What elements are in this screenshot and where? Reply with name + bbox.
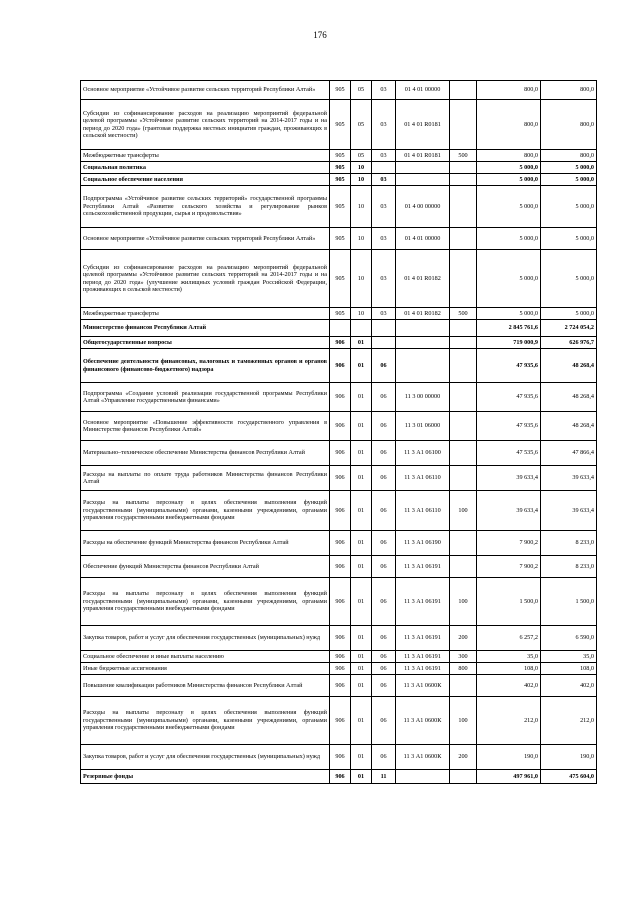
expense-type-cell [450,81,477,100]
row-name-cell: Основное мероприятие «Устойчивое развитие сельских территорий Республики Алтай» [81,228,330,250]
ministry-code-cell: 905 [330,308,351,320]
expense-type-cell [450,100,477,150]
section-code-cell: 01 [351,578,372,626]
amount-year2-cell: 2 724 054,2 [541,320,597,337]
target-article-cell [396,162,450,174]
expense-type-cell [450,349,477,383]
ministry-code-cell: 906 [330,531,351,556]
amount-year1-cell: 7 900,2 [477,556,541,578]
row-name-cell: Расходы на выплаты персоналу в целях обеспечения выполнения функций государственными (муниципальными) органами, казенными учреждениями, органами управления государственными внебюджетными фондами [81,578,330,626]
expense-type-cell: 100 [450,697,477,745]
target-article-cell: 01 4 01 R0181 [396,100,450,150]
ministry-code-cell: 905 [330,174,351,186]
subsection-code-cell: 06 [372,626,396,651]
ministry-code-cell: 906 [330,412,351,441]
table-row [81,441,597,466]
row-name-cell: Субсидии из софинансирование расходов на реализацию мероприятий федеральной целевой программы «Устойчивое развитие сельских территорий на 2014-2017 годы и на период до 2020 года» (улучшение жилищных условий граждан Российской Федерации, проживающих в сельской местности) [81,250,330,308]
ministry-code-cell: 905 [330,81,351,100]
row-name-cell: Расходы на выплаты персоналу в целях обеспечения выполнения функций государственными (муниципальными) органами, казенными учреждениями, органами управления государственными внебюджетными фондами [81,491,330,531]
row-name-cell: Межбюджетные трансферты [81,308,330,320]
section-code-cell: 01 [351,412,372,441]
subsection-code-cell: 03 [372,186,396,228]
amount-year2-cell: 108,0 [541,663,597,675]
subsection-code-cell: 03 [372,308,396,320]
table-row [81,626,597,651]
table-row [81,412,597,441]
section-code-cell: 01 [351,697,372,745]
row-name-cell: Социальная политика [81,162,330,174]
target-article-cell [396,770,450,784]
expense-type-cell: 500 [450,308,477,320]
ministry-code-cell: 906 [330,466,351,491]
amount-year2-cell: 6 590,0 [541,626,597,651]
expense-type-cell [450,531,477,556]
subsection-code-cell: 06 [372,675,396,697]
section-code-cell: 01 [351,651,372,663]
table-row [81,531,597,556]
row-name-cell: Материально–техническое обеспечение Министерства финансов Республики Алтай [81,441,330,466]
amount-year2-cell: 475 604,0 [541,770,597,784]
row-name-cell: Министерство финансов Республики Алтай [81,320,330,337]
row-name-cell: Закупка товаров, работ и услуг для обеспечения государственных (муниципальных) нужд [81,745,330,770]
subsection-code-cell: 03 [372,250,396,308]
ministry-code-cell: 905 [330,186,351,228]
section-code-cell: 01 [351,383,372,412]
section-code-cell: 01 [351,745,372,770]
amount-year2-cell: 800,0 [541,150,597,162]
table-row [81,745,597,770]
amount-year1-cell: 7 900,2 [477,531,541,556]
subsection-code-cell: 06 [372,651,396,663]
target-article-cell: 11 3 А1 06191 [396,556,450,578]
amount-year2-cell: 39 633,4 [541,466,597,491]
target-article-cell: 11 3 А1 06191 [396,651,450,663]
table-row [81,675,597,697]
expense-type-cell: 800 [450,663,477,675]
section-code-cell: 10 [351,174,372,186]
ministry-code-cell: 906 [330,491,351,531]
expense-type-cell [450,466,477,491]
expense-type-cell: 100 [450,578,477,626]
amount-year2-cell: 800,0 [541,81,597,100]
ministry-code-cell: 906 [330,663,351,675]
table-row [81,697,597,745]
subsection-code-cell: 06 [372,412,396,441]
subsection-code-cell: 03 [372,81,396,100]
amount-year1-cell: 5 000,0 [477,174,541,186]
ministry-code-cell: 906 [330,770,351,784]
subsection-code-cell: 06 [372,697,396,745]
amount-year2-cell: 35,0 [541,651,597,663]
section-code-cell: 01 [351,663,372,675]
expense-type-cell: 200 [450,745,477,770]
amount-year1-cell: 5 000,0 [477,250,541,308]
table-row [81,383,597,412]
page-number: 176 [313,30,327,40]
section-code-cell: 05 [351,100,372,150]
expense-type-cell: 100 [450,491,477,531]
subsection-code-cell: 06 [372,663,396,675]
expense-type-cell [450,337,477,349]
row-name-cell: Расходы на обеспечение функций Министерства финансов Республики Алтай [81,531,330,556]
ministry-code-cell: 906 [330,337,351,349]
amount-year1-cell: 39 633,4 [477,466,541,491]
row-name-cell: Повышение квалификации работников Министерства финансов Республики Алтай [81,675,330,697]
amount-year2-cell: 626 976,7 [541,337,597,349]
subsection-code-cell [372,320,396,337]
row-name-cell: Закупка товаров, работ и услуг для обеспечения государственных (муниципальных) нужд [81,626,330,651]
ministry-code-cell: 905 [330,100,351,150]
expense-type-cell [450,441,477,466]
expense-type-cell: 200 [450,626,477,651]
amount-year2-cell: 5 000,0 [541,308,597,320]
table-row [81,556,597,578]
amount-year1-cell: 2 845 761,6 [477,320,541,337]
row-name-cell: Межбюджетные трансферты [81,150,330,162]
ministry-code-cell: 905 [330,228,351,250]
amount-year2-cell: 5 000,0 [541,174,597,186]
subsection-code-cell: 03 [372,150,396,162]
section-code-cell: 01 [351,675,372,697]
subsection-code-cell: 06 [372,745,396,770]
subsection-code-cell [372,337,396,349]
section-code-cell: 10 [351,228,372,250]
table-row [81,651,597,663]
amount-year2-cell: 39 633,4 [541,491,597,531]
subsection-code-cell: 03 [372,174,396,186]
subsection-code-cell: 06 [372,466,396,491]
ministry-code-cell: 905 [330,250,351,308]
amount-year1-cell: 497 961,0 [477,770,541,784]
section-code-cell: 01 [351,531,372,556]
table-row [81,466,597,491]
section-code-cell: 10 [351,308,372,320]
amount-year1-cell: 800,0 [477,100,541,150]
amount-year2-cell: 1 500,0 [541,578,597,626]
section-code-cell: 01 [351,491,372,531]
target-article-cell: 11 3 00 00000 [396,383,450,412]
subsection-code-cell: 06 [372,383,396,412]
table-row [81,320,597,337]
amount-year2-cell: 5 000,0 [541,162,597,174]
target-article-cell: 11 3 А1 06110 [396,466,450,491]
table-row [81,770,597,784]
subsection-code-cell: 06 [372,349,396,383]
section-code-cell: 01 [351,556,372,578]
target-article-cell [396,349,450,383]
ministry-code-cell: 906 [330,745,351,770]
section-code-cell [351,320,372,337]
target-article-cell: 11 3 А1 0600К [396,697,450,745]
section-code-cell: 10 [351,250,372,308]
amount-year1-cell: 402,0 [477,675,541,697]
section-code-cell: 01 [351,337,372,349]
table-row [81,349,597,383]
target-article-cell: 11 3 А1 0600К [396,745,450,770]
amount-year1-cell: 47 935,6 [477,412,541,441]
row-name-cell: Расходы на выплаты по оплате труда работников Министерства финансов Республики Алтай [81,466,330,491]
amount-year2-cell: 5 000,0 [541,186,597,228]
target-article-cell: 11 3 А1 0600К [396,675,450,697]
target-article-cell: 01 4 00 00000 [396,186,450,228]
table-row [81,186,597,228]
ministry-code-cell: 906 [330,578,351,626]
row-name-cell: Социальное обеспечение населения [81,174,330,186]
section-code-cell: 01 [351,626,372,651]
expense-type-cell [450,186,477,228]
section-code-cell: 05 [351,81,372,100]
expense-type-cell [450,320,477,337]
ministry-code-cell: 906 [330,383,351,412]
amount-year1-cell: 190,0 [477,745,541,770]
expense-type-cell [450,162,477,174]
amount-year1-cell: 719 000,9 [477,337,541,349]
section-code-cell: 10 [351,162,372,174]
amount-year1-cell: 5 000,0 [477,308,541,320]
target-article-cell [396,320,450,337]
amount-year1-cell: 5 000,0 [477,186,541,228]
table-row [81,81,597,100]
subsection-code-cell [372,162,396,174]
row-name-cell: Подпрограмма «Устойчивое развитие сельских территорий» государственной программы Республики Алтай «Развитие сельского хозяйства и регулирование рынков сельскохозяйственной продукции, сырья и продовольствия» [81,186,330,228]
amount-year2-cell: 212,0 [541,697,597,745]
table-row [81,174,597,186]
target-article-cell: 01 4 01 R0182 [396,250,450,308]
amount-year1-cell: 47 935,6 [477,349,541,383]
row-name-cell: Резервные фонды [81,770,330,784]
row-name-cell: Субсидии из софинансирование расходов на реализацию мероприятий федеральной целевой программы «Устойчивое развитие сельских территорий на 2014-2017 годы и на период до 2020 года» (грантовая поддержка местных инициатив граждан, проживающих в сельской местности) [81,100,330,150]
amount-year2-cell: 8 233,0 [541,531,597,556]
amount-year2-cell: 190,0 [541,745,597,770]
target-article-cell: 01 4 01 00000 [396,81,450,100]
ministry-code-cell: 906 [330,697,351,745]
row-name-cell: Расходы на выплаты персоналу в целях обеспечения выполнения функций государственными (муниципальными) органами, казенными учреждениями, органами управления государственными внебюджетными фондами [81,697,330,745]
amount-year2-cell: 48 268,4 [541,349,597,383]
target-article-cell: 11 3 А1 06191 [396,578,450,626]
budget-table [80,80,597,784]
section-code-cell: 05 [351,150,372,162]
row-name-cell: Социальное обеспечение и иные выплаты населению [81,651,330,663]
ministry-code-cell [330,320,351,337]
amount-year1-cell: 108,0 [477,663,541,675]
target-article-cell: 01 4 01 R0181 [396,150,450,162]
subsection-code-cell: 06 [372,531,396,556]
target-article-cell: 11 3 А1 06191 [396,626,450,651]
table-row [81,337,597,349]
target-article-cell: 11 3 А1 06110 [396,491,450,531]
amount-year1-cell: 39 633,4 [477,491,541,531]
row-name-cell: Основное мероприятие «Устойчивое развитие сельских территорий Республики Алтай» [81,81,330,100]
subsection-code-cell: 03 [372,228,396,250]
amount-year1-cell: 1 500,0 [477,578,541,626]
amount-year2-cell: 402,0 [541,675,597,697]
target-article-cell: 11 3 А1 06191 [396,663,450,675]
table-row [81,100,597,150]
row-name-cell: Обеспечение деятельности финансовых, налоговых и таможенных органов и органов финансового (финансово-бюджетного) надзора [81,349,330,383]
subsection-code-cell: 11 [372,770,396,784]
amount-year1-cell: 47 935,6 [477,383,541,412]
expense-type-cell [450,383,477,412]
row-name-cell: Обеспечение функций Министерства финансов Республики Алтай [81,556,330,578]
expense-type-cell [450,412,477,441]
section-code-cell: 01 [351,770,372,784]
target-article-cell: 01 4 01 00000 [396,228,450,250]
amount-year2-cell: 5 000,0 [541,250,597,308]
target-article-cell: 01 4 01 R0182 [396,308,450,320]
subsection-code-cell: 03 [372,100,396,150]
table-row [81,162,597,174]
table-row [81,491,597,531]
amount-year1-cell: 47 535,6 [477,441,541,466]
row-name-cell: Подпрограмма «Создание условий реализации государственной программы Республики Алтай «Управление государственными финансами» [81,383,330,412]
amount-year1-cell: 5 000,0 [477,228,541,250]
amount-year1-cell: 800,0 [477,150,541,162]
subsection-code-cell: 06 [372,556,396,578]
amount-year2-cell: 48 268,4 [541,383,597,412]
expense-type-cell: 300 [450,651,477,663]
target-article-cell [396,337,450,349]
amount-year2-cell: 5 000,0 [541,228,597,250]
target-article-cell: 11 3 А1 06190 [396,531,450,556]
table-row [81,578,597,626]
row-name-cell: Общегосударственные вопросы [81,337,330,349]
table-body [81,81,597,784]
amount-year1-cell: 6 257,2 [477,626,541,651]
amount-year1-cell: 212,0 [477,697,541,745]
expense-type-cell [450,174,477,186]
amount-year2-cell: 8 233,0 [541,556,597,578]
section-code-cell: 10 [351,186,372,228]
row-name-cell: Иные бюджетные ассигнования [81,663,330,675]
ministry-code-cell: 906 [330,441,351,466]
expense-type-cell [450,556,477,578]
table-row [81,228,597,250]
expense-type-cell [450,228,477,250]
amount-year1-cell: 35,0 [477,651,541,663]
expense-type-cell [450,675,477,697]
amount-year2-cell: 47 866,4 [541,441,597,466]
table-row [81,663,597,675]
section-code-cell: 01 [351,441,372,466]
table-row [81,308,597,320]
amount-year1-cell: 800,0 [477,81,541,100]
row-name-cell: Основное мероприятие «Повышение эффективности государственного управления в Министерстве финансов Республики Алтай» [81,412,330,441]
amount-year1-cell: 5 000,0 [477,162,541,174]
expense-type-cell: 500 [450,150,477,162]
ministry-code-cell: 905 [330,162,351,174]
ministry-code-cell: 905 [330,150,351,162]
amount-year2-cell: 48 268,4 [541,412,597,441]
expense-type-cell [450,250,477,308]
ministry-code-cell: 906 [330,651,351,663]
table-row [81,150,597,162]
table-row [81,250,597,308]
amount-year2-cell: 800,0 [541,100,597,150]
subsection-code-cell: 06 [372,491,396,531]
section-code-cell: 01 [351,349,372,383]
target-article-cell: 11 3 01 06000 [396,412,450,441]
ministry-code-cell: 906 [330,675,351,697]
ministry-code-cell: 906 [330,556,351,578]
ministry-code-cell: 906 [330,349,351,383]
expense-type-cell [450,770,477,784]
ministry-code-cell: 906 [330,626,351,651]
target-article-cell: 11 3 А1 06100 [396,441,450,466]
target-article-cell [396,174,450,186]
section-code-cell: 01 [351,466,372,491]
subsection-code-cell: 06 [372,578,396,626]
subsection-code-cell: 06 [372,441,396,466]
